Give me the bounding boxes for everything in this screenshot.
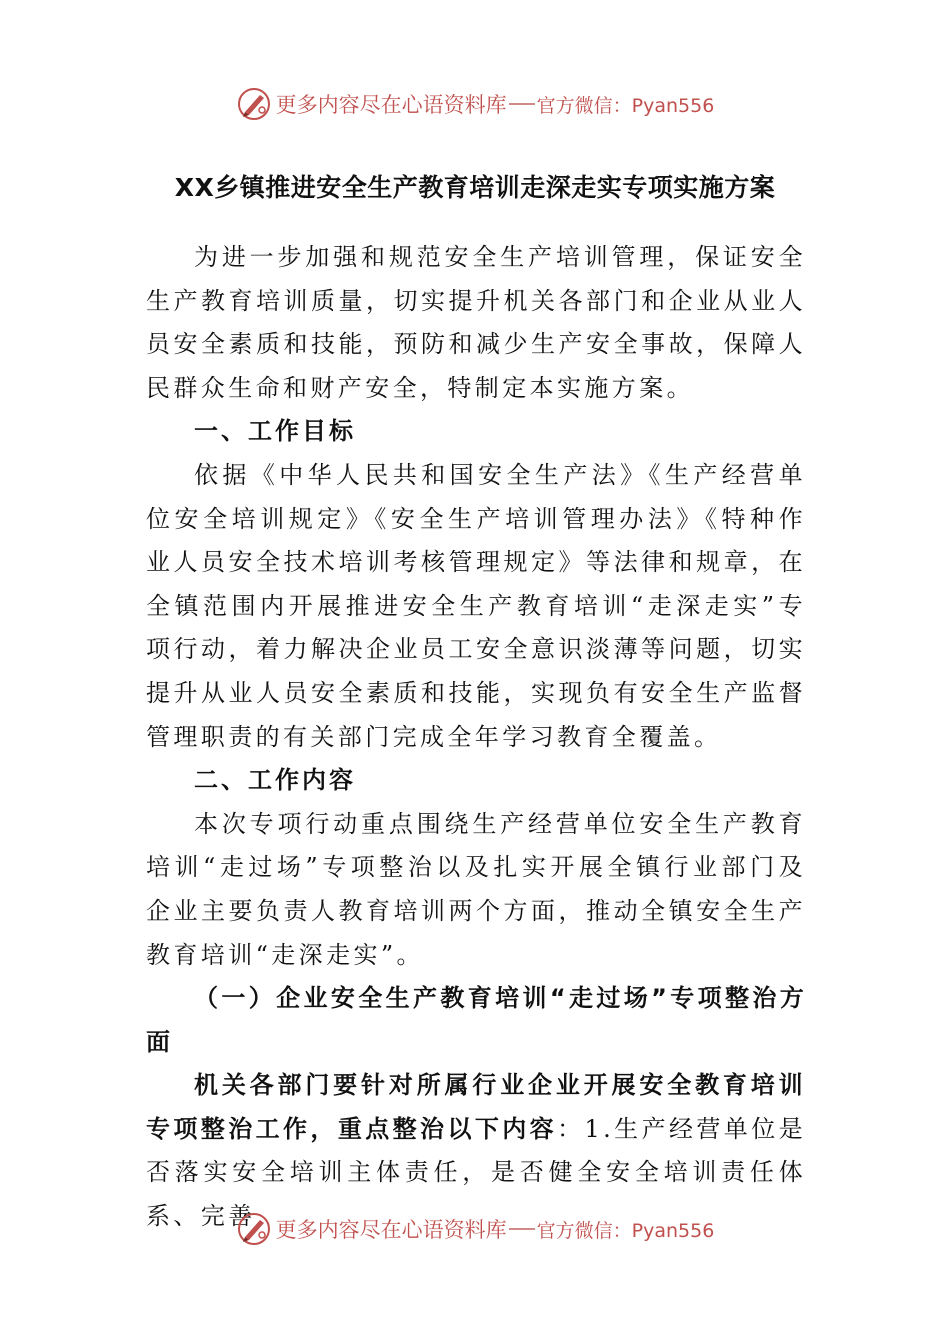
header-banner	[0, 84, 950, 124]
banner-wechat: 官方微信：Pyan556	[536, 1219, 715, 1242]
footer-banner	[0, 1209, 950, 1249]
subsection-heading: （一）企业安全生产教育培训“走过场”专项整治方面	[146, 984, 806, 1056]
banner-text: 更多内容尽在心语资料库	[275, 93, 507, 117]
section-heading-goals: 一、工作目标	[194, 417, 356, 446]
document-body	[146, 236, 806, 1239]
pen-logo-icon	[236, 86, 272, 122]
section-heading-content: 二、工作内容	[194, 766, 356, 795]
intro-paragraph: 为进一步加强和规范安全生产培训管理，保证安全生产教育培训质量，切实提升机关各部门和企业从业人员安全素质和技能，预防和减少生产安全事故，保障人民群众生命和财产安全，特制定本实施方案。	[146, 243, 806, 402]
pen-logo-icon	[236, 1211, 272, 1247]
banner-dash	[509, 1228, 535, 1230]
subsection-rest-text: ：1.生产经营单位是否落实安全培训主体责任，是否健全安全培训责任体系、完善	[146, 1114, 806, 1231]
document-title: XX乡镇推进安全生产教育培训走深走实专项实施方案	[174, 173, 776, 202]
banner-dash	[509, 103, 535, 105]
banner-text: 更多内容尽在心语资料库	[275, 1218, 507, 1242]
section-paragraph-content: 本次专项行动重点围绕生产经营单位安全生产教育培训“走过场”专项整治以及扎实开展全镇行业部门及企业主要负责人教育培训两个方面，推动全镇安全生产教育培训“走深走实”。	[146, 809, 806, 969]
subsection-bold-text: 机关各部门要针对所属行业企业开展安全教育培训专项整治工作，重点整治以下内容	[146, 1071, 806, 1143]
section-paragraph-goals: 依据《中华人民共和国安全生产法》《生产经营单位安全培训规定》《安全生产培训管理办法》《特种作业人员安全技术培训考核管理规定》等法律和规章，在全镇范围内开展推进安全生产教育培训“走深走实”专项行动，着力解决企业员工安全意识淡薄等问题，切实提升从业人员安全素质和技能，实现负有安全生产监督管理职责的有关部门完成全年学习教育全覆盖。	[146, 460, 806, 751]
banner-wechat: 官方微信：Pyan556	[536, 94, 715, 117]
